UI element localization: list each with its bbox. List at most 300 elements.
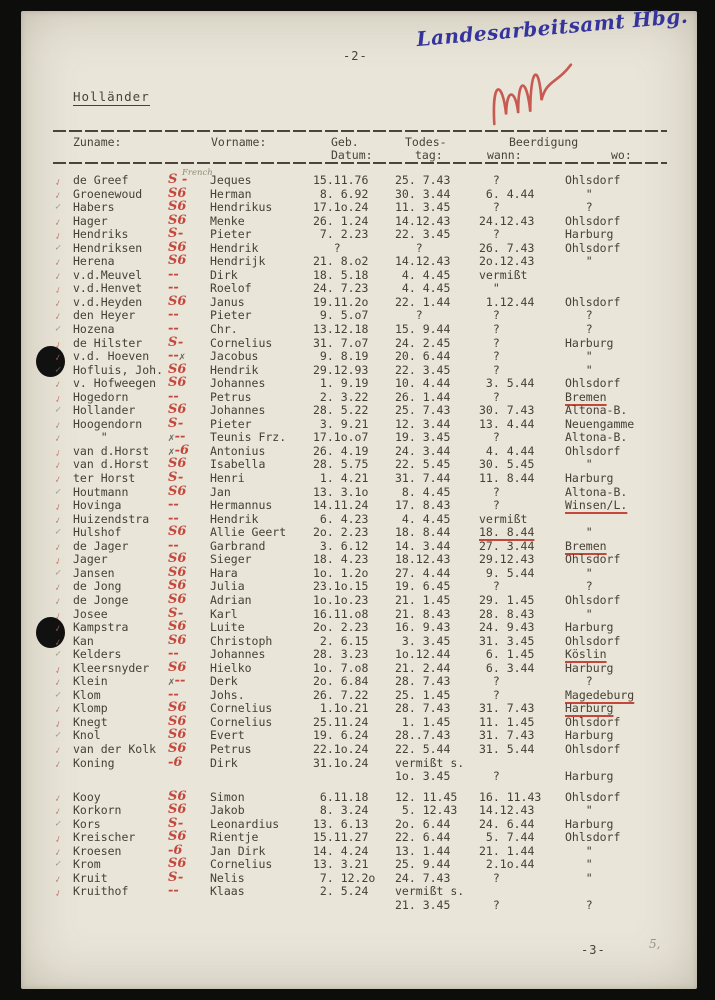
cell-vorname: Allie Geert [210,525,287,540]
cell-beerdigung-wo [555,885,645,899]
cell-beerdigung-wo: Ohlsdorf [565,714,621,729]
cell-todestag: 28..7.43 [395,728,451,743]
pencil-checkmark-icon: ✓ [53,339,64,352]
red-mark-text: S6 [168,802,187,818]
header-wann: wann: [487,148,522,162]
red-mark-text: S6 [168,659,187,675]
cell-geburtsdatum: 13. 3.21 [313,857,369,872]
cell-vorname: Cornelius [210,335,273,350]
cell-zuname: van d.Horst [73,457,150,472]
cell-vorname: Simon [210,789,245,804]
cell-zuname: Herena [73,254,115,269]
cell-zuname: v.d.Heyden [73,294,143,309]
pencil-checkmark-icon: ✓ [53,833,64,847]
cell-beerdigung-wo: Harburg [565,335,614,350]
cell-zuname: Hollander [73,403,136,418]
cell-beerdigung-wo: Bremen [565,538,607,553]
cell-beerdigung-wo: " [565,870,593,885]
cell-beerdigung-wo: Harburg [565,769,614,784]
cell-todestag: 17. 8.43 [395,498,451,513]
red-mark-text: S6 [168,700,187,716]
cell-todestag: 12. 11.45 [395,789,458,804]
cell-geburtsdatum: 1.1o.21 [313,701,369,716]
cell-vorname: Petrus [210,741,252,756]
cell-geburtsdatum: 13. 3.1o [313,484,369,499]
cell-beerdigung-wo: ? [565,579,593,594]
cell-zuname [73,899,168,913]
cell-geburtsdatum: 22.1o.24 [313,741,369,756]
pencil-x-icon: ✗ [168,675,175,689]
pencil-checkmark-icon: ✓ [53,189,63,202]
cell-beerdigung-wann: vermißt [479,267,528,282]
table-row [55,580,667,594]
horizontal-rule [53,130,667,132]
cell-vorname: Rientje [210,830,259,845]
cell-zuname: van der Kolk [73,741,157,756]
cell-todestag: 5. 12.43 [395,803,458,818]
cell-zuname: Hendriks [73,227,129,242]
red-mark-text: -6 [174,442,190,458]
cell-geburtsdatum: 1o. 7.o8 [313,660,369,675]
red-mark-text: -- [174,673,186,689]
header-zuname: Zuname: [73,135,122,149]
cell-beerdigung-wo: Bremen [565,389,607,404]
cell-beerdigung-wo: Ohlsdorf [565,443,621,458]
cell-beerdigung-wann: " [479,281,500,296]
cell-vorname: Janus [210,294,245,309]
table-row [53,212,667,229]
table-row [55,621,667,635]
red-mark-text: S6 [168,578,187,594]
page-number-top: -2- [343,49,368,63]
cell-beerdigung-wann: 27. 3.44 [479,538,535,553]
pencil-checkmark-icon: ✓ [53,541,63,554]
cell-beerdigung-wann: ? [479,322,500,337]
cell-beerdigung-wo: Harburg [565,728,614,743]
cell-beerdigung-wo: ? [565,322,593,337]
cell-beerdigung-wann: vermißt [479,511,528,526]
header-vorname: Vorname: [211,135,267,149]
pencil-checkmark-icon: ✓ [53,744,63,757]
cell-geburtsdatum: 9. 8.19 [313,349,369,364]
header-geb-datum: Datum: [331,148,373,162]
cell-vorname: Nelis [210,870,245,885]
cell-geburtsdatum: 26. 4.19 [313,443,369,458]
cell-zuname: Hager [73,213,108,228]
red-mark-text: S6 [168,788,187,804]
cell-todestag: 10. 4.44 [395,376,451,391]
red-mark-text: -- [168,348,179,364]
pencil-checkmark-icon: ✓ [54,242,62,254]
red-mark-text: -- [168,321,179,337]
cell-todestag: 20. 6.44 [395,349,451,364]
cell-geburtsdatum: 29.12.93 [313,362,369,377]
cell-zuname: Josee [73,606,108,621]
table-row [55,282,667,296]
cell-geburtsdatum: 31.1o.24 [313,755,369,770]
table-row [53,510,667,527]
pencil-checkmark-icon: ✓ [53,677,63,690]
red-mark-text: S6 [168,551,187,567]
pencil-checkmark-icon: ✓ [53,351,63,365]
cell-beerdigung-wo [555,282,645,296]
cell-vorname: Johannes [210,376,266,391]
cell-todestag: 4. 4.45 [395,281,451,296]
cell-beerdigung-wo: " [565,565,593,580]
cell-todestag: 1o.12.44 [395,647,451,662]
red-mark-annotation [168,899,210,913]
cell-geburtsdatum: 26. 7.22 [313,687,369,702]
cell-zuname [73,770,168,784]
pencil-checkmark-icon: ✓ [54,485,62,498]
cell-vorname: Pieter [210,308,252,323]
cell-vorname: Evert [210,728,245,743]
cell-beerdigung-wo: ? [565,308,593,323]
cell-beerdigung-wann: 31. 5.44 [479,741,535,756]
red-mark-text: -- [168,497,179,513]
cell-vorname: Luite [210,620,245,635]
table-row [54,483,667,500]
table-row [55,431,667,445]
cell-zuname: Kroesen [73,843,122,858]
cell-vorname: Adrian [210,592,252,607]
cell-zuname: Klein [73,674,108,689]
red-mark-text: -- [168,686,179,702]
cell-beerdigung-wann: 2o.12.43 [479,254,535,269]
table-row [55,526,667,540]
cell-geburtsdatum: 18. 4.23 [313,552,369,567]
cell-vorname [210,899,305,913]
table-row [53,293,667,310]
pencil-checkmark-icon: ✓ [54,364,62,376]
cell-todestag: 18.12.43 [395,552,451,567]
cell-beerdigung-wann: 11. 8.44 [479,471,535,486]
pencil-checkmark-icon: ✓ [54,818,62,830]
pencil-x-icon: ✗ [168,431,175,445]
cell-beerdigung-wo: Harburg [565,227,614,242]
cell-vorname: Hendrik [210,362,259,377]
cell-geburtsdatum: 13.12.18 [313,322,369,337]
header-geb: Geb. [331,135,359,149]
table-row [55,255,667,269]
cell-vorname: Julia [210,579,245,594]
table-row [53,842,667,859]
cell-zuname: Koning [73,755,115,770]
cell-zuname: Huizendstra [73,511,150,526]
cell-beerdigung-wo: ? [565,674,593,689]
cell-beerdigung-wo: Ohlsdorf [565,376,621,391]
cell-beerdigung-wann: ? [479,897,500,912]
table-row [53,591,667,608]
cell-vorname: Hermannus [210,498,273,513]
cell-todestag: 28. 7.43 [395,701,451,716]
cell-beerdigung-wann: 11. 1.45 [479,714,535,729]
cell-zuname: v.d.Henvet [73,281,143,296]
cell-beerdigung-wann: 24. 9.43 [479,620,535,635]
cell-beerdigung-wo: Harburg [565,701,614,716]
cell-beerdigung-wo: Winsen/L. [565,498,628,513]
red-mark-text: S6 [168,253,187,269]
pencil-checkmark-icon: ✓ [53,257,63,270]
pencil-checkmark-icon: ✓ [53,704,63,717]
cell-beerdigung-wann: 6. 4.44 [479,186,535,201]
cell-todestag: 19. 3.45 [395,430,451,445]
pencil-checkmark-icon: ✓ [53,433,63,446]
cell-beerdigung-wann: ? [479,227,500,242]
pencil-checkmark-icon [55,898,74,913]
cell-todestag: 22. 1.44 [395,294,451,309]
table-row [55,899,667,913]
cell-zuname: Hoogendorn [73,416,143,431]
cell-todestag: 13. 1.44 [395,843,451,858]
cell-geburtsdatum: 9. 5.o7 [313,308,369,323]
cell-geburtsdatum: 31. 7.o7 [313,335,369,350]
cell-beerdigung-wo: ? [565,200,593,215]
cell-geburtsdatum: 1o.1o.23 [313,592,369,607]
cell-todestag: 2o. 6.44 [395,816,451,831]
cell-geburtsdatum: 6.11.18 [313,789,369,804]
cell-beerdigung-wo: Ohlsdorf [565,741,621,756]
cell-todestag: 21. 1.45 [395,592,451,607]
cell-vorname: Hendrik [210,511,259,526]
cell-vorname: Jan [210,484,231,499]
cell-todestag: 22. 5.44 [395,741,451,756]
cell-zuname: Kleersnyder [73,660,150,675]
header-beerdigung: Beerdigung [509,135,579,149]
pencil-checkmark-icon: ✓ [53,216,63,229]
cell-beerdigung-wann: ? [479,769,500,784]
pencil-checkmark-icon: ✓ [53,873,63,886]
cell-beerdigung-wo: Ohlsdorf [565,213,621,228]
cell-zuname: Kors [73,816,101,831]
red-mark-text: S- [168,470,184,486]
red-mark-text: S- [168,334,184,350]
cell-todestag: 14.12.43 [395,213,451,228]
cell-zuname: Jager [73,552,108,567]
cell-geburtsdatum: 19.11.2o [313,294,369,309]
cell-beerdigung-wann: ? [479,687,500,702]
table-row [55,831,667,845]
pencil-checkmark-icon: ✓ [53,758,63,771]
cell-todestag: vermißt s. [395,884,465,899]
pencil-page-mark: 5, [649,937,661,951]
cell-vorname: Johannes [210,403,266,418]
cell-beerdigung-wo: Ohlsdorf [565,552,621,567]
cell-todestag: 12. 3.44 [395,416,451,431]
table-row [55,350,667,364]
cell-zuname: de Jonge [73,592,129,607]
table-row [53,740,667,757]
cell-zuname: Klomp [73,701,108,716]
cell-geburtsdatum: 17.1o.o7 [313,430,369,445]
table-row [55,885,667,899]
cell-geburtsdatum: 7. 12.2o [313,870,376,885]
cell-vorname: Derk [210,674,238,689]
cell-todestag: 27. 4.44 [395,565,451,580]
cell-geburtsdatum: 28. 3.23 [313,647,369,662]
cell-vorname: Garbrand [210,538,266,553]
table-row [53,334,667,352]
pencil-checkmark-icon: ✓ [53,176,64,189]
cell-beerdigung-wo: Ohlsdorf [565,173,621,187]
cell-beerdigung-wo: Ohlsdorf [565,789,621,804]
table-row [53,659,667,677]
cell-zuname: Hofluis, Joh. [73,362,164,377]
pencil-checkmark-icon: ✓ [54,648,62,660]
cell-beerdigung-wann: ? [479,579,500,594]
cell-beerdigung-wann: 29.12.43 [479,552,535,567]
red-mark-text: S6 [168,591,187,607]
red-mark-text: S6 [168,524,187,540]
cell-beerdigung-wann: ? [479,335,500,350]
table-row [53,388,667,406]
cell-beerdigung-wann: ? [479,484,500,499]
cell-zuname: Hogedorn [73,389,129,404]
pencil-checkmark-icon: ✓ [53,393,64,406]
cell-zuname: Hovinga [73,498,122,513]
cell-todestag: 16. 9.43 [395,620,451,635]
header-todes-tag: tag: [415,148,443,162]
cell-geburtsdatum: 19. 6.24 [313,728,369,743]
cell-vorname: Jakob [210,803,245,818]
cell-geburtsdatum: 2. 3.22 [313,389,369,404]
cell-beerdigung-wann: 26. 7.43 [479,240,535,255]
pencil-checkmark-icon: ✓ [54,689,62,701]
cell-zuname: v. Hofweegen [73,376,157,391]
pencil-checkmark-icon: ✓ [53,806,63,819]
cell-geburtsdatum: 28. 5.75 [313,457,369,472]
cell-beerdigung-wann: 31. 7.43 [479,701,535,716]
table-row [55,858,667,872]
cell-zuname: de Jager [73,538,129,553]
pencil-checkmark-icon: ✓ [53,582,63,595]
cell-beerdigung-wo: Ohlsdorf [565,633,621,648]
cell-zuname: v.d.Meuvel [73,267,143,282]
table-row [55,675,667,689]
cell-beerdigung-wann: 6. 3.44 [479,660,535,675]
cell-zuname: Kruithof [73,884,129,899]
cell-geburtsdatum: 13. 6.13 [313,816,369,831]
cell-todestag: 22. 5.45 [395,457,451,472]
cell-geburtsdatum: 8. 3.24 [313,803,369,818]
table-row [53,632,667,649]
cell-todestag: 21. 8.43 [395,606,451,621]
cell-zuname: Kreischer [73,830,136,845]
cell-beerdigung-wo: " [565,362,593,377]
pencil-checkmark-icon: ✓ [53,792,63,805]
cell-vorname: Chr. [210,322,238,337]
table-row [53,605,667,623]
cell-geburtsdatum: 1. 9.19 [313,376,369,391]
cell-todestag: 28. 7.43 [395,674,451,689]
cell-zuname: v.d. Hoeven [73,349,150,364]
pencil-checkmark-icon: ✓ [53,636,63,649]
cell-todestag: 21. 3.45 [395,897,451,912]
cell-todestag: 24. 2.45 [395,335,451,350]
cell-beerdigung-wo: Magedeburg [565,687,635,702]
red-mark-annotation [168,885,210,899]
cell-geburtsdatum: 2o. 2.23 [313,525,369,540]
cell-beerdigung-wann: 4. 4.44 [479,443,535,458]
cell-beerdigung-wo: Harburg [565,660,614,675]
cell-vorname: Hendrijk [210,254,266,269]
cell-vorname: Petrus [210,389,252,404]
cell-beerdigung-wo: Harburg [565,816,614,831]
cell-zuname: van d.Horst [73,443,150,458]
cell-todestag: 22. 3.45 [395,227,451,242]
cell-beerdigung-wo: ? [565,897,593,912]
table-row [53,754,667,771]
cell-zuname: Knol [73,728,101,743]
red-mark-text: -- [168,537,179,553]
table-row [53,266,667,283]
page-number-bottom: -3- [581,943,606,957]
table-row [53,788,667,805]
pencil-checkmark-icon: ✓ [53,297,63,310]
pencil-x-icon: ✗ [168,444,175,458]
cell-beerdigung-wann: 1.12.44 [479,294,535,309]
cell-vorname: Leonardius [210,816,280,831]
table-row [55,377,667,391]
cell-todestag: 26. 1.44 [395,389,451,404]
pencil-checkmark-icon: ✓ [53,379,63,392]
cell-vorname: Hara [210,565,238,580]
header-todes: Todes- [405,135,447,149]
red-signature-scribble-icon [469,32,632,141]
cell-vorname: Teunis Frz. [210,430,287,445]
cell-zuname: de Hilster [73,335,143,350]
table-row [55,804,667,818]
cell-todestag: ? [395,240,423,255]
cell-todestag: 19. 6.45 [395,579,451,594]
cell-beerdigung-wo: Ohlsdorf [565,830,621,845]
table-row [55,729,667,743]
pencil-checkmark-icon: ✓ [53,311,63,324]
cell-beerdigung-wann: ? [479,173,500,187]
cell-vorname: Isabella [210,457,266,472]
cell-geburtsdatum: 14.11.24 [313,498,369,513]
cell-beerdigung-wann: ? [479,308,500,323]
cell-geburtsdatum: 15.11.27 [313,830,369,845]
cell-zuname: Klom [73,687,101,702]
table-row [53,713,667,731]
cell-geburtsdatum: 28. 5.22 [313,403,369,418]
pencil-checkmark-icon: ✓ [53,595,63,608]
cell-vorname: Pieter [210,227,252,242]
cell-zuname: Kelders [73,647,122,662]
cell-beerdigung-wann: ? [479,430,500,445]
cell-zuname: Groenewoud [73,186,143,201]
cell-todestag: 25. 1.45 [395,687,451,702]
pencil-checkmark-icon: ✓ [53,501,64,515]
cell-zuname: Hendriksen [73,240,143,255]
cell-beerdigung-wann: ? [479,498,500,513]
cell-todestag: 22. 6.44 [395,830,451,845]
table-row [54,361,667,378]
cell-beerdigung-wo: Ohlsdorf [565,294,621,309]
handwritten-blue-note: Landesarbeitsamt Hbg. [415,3,690,52]
table-row [53,442,667,460]
cell-beerdigung-wann: 30. 5.45 [479,457,535,472]
cell-beerdigung-wann: 14.12.43 [479,803,535,818]
cell-beerdigung-wo: " [565,803,593,818]
cell-todestag: 14. 3.44 [395,538,451,553]
table-row [55,404,667,418]
cell-vorname: Christoph [210,633,273,648]
cell-beerdigung-wann: 5. 7.44 [479,830,535,845]
cell-beerdigung-wo: Harburg [565,471,614,486]
red-mark-text: -- [168,280,179,296]
